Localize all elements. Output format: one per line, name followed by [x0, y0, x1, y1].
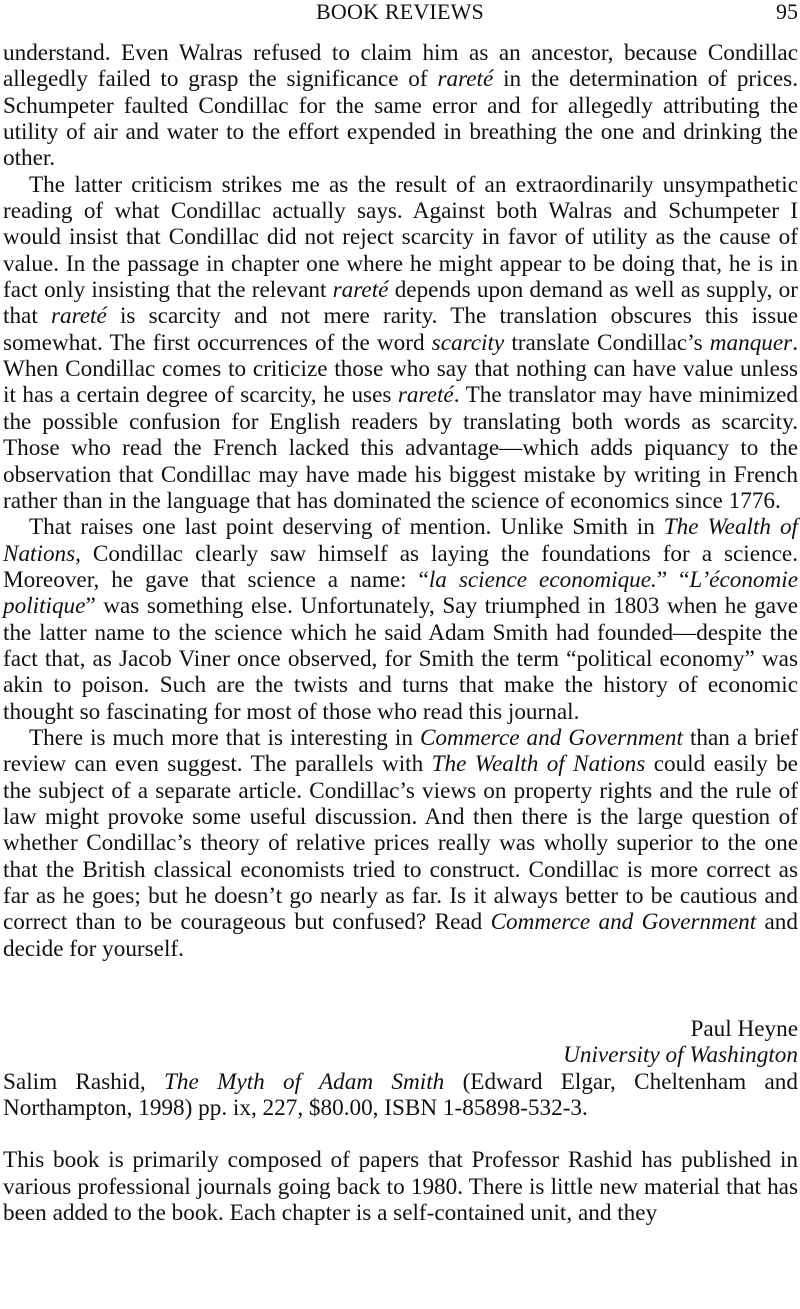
paragraph	[3, 514, 798, 725]
italic-text: rareté	[437, 66, 494, 93]
italic-text: manquer	[709, 329, 793, 356]
italic-text: Commerce and Government	[419, 724, 683, 751]
italic-text: Commerce and Government	[490, 909, 757, 936]
text: than a brief review can even suggest. The parallels with	[3, 724, 798, 778]
text: is scarcity and not mere rarity. The translation obscures this issue somewhat. The first occurrences of the word	[3, 303, 798, 356]
text: translate Condillac’s	[504, 329, 710, 356]
text: The latter criticism strikes me as the result of an extraordinarily unsympathetic reading of what Condillac actually says. Against both Walras and Schumpeter I would insist that Condillac did not reject scarcity in favor of utility as the cause of value. In the passage in chapter one where he might appear to be doing that, he is in fact only insisting that the relevant	[3, 171, 798, 304]
review-paragraphs	[3, 40, 798, 962]
running-head-title: BOOK REVIEWS	[315, 0, 484, 24]
book-citation	[3, 1069, 798, 1122]
italic-text: scarcity	[431, 329, 505, 356]
italic-text: rareté	[397, 382, 454, 409]
italic-text: The Wealth of Nations	[3, 514, 798, 567]
text: . The translator may have minimized the possible confusion for English readers by translating both words as scarcity. Those who read the French lacked this advantage—which adds piquancy to the observation that Condillac may have made his biggest mistake by writing in French rather than in the language that has dominated the science of economics since 1776.	[3, 382, 799, 514]
page-number: 95	[776, 0, 798, 24]
reviewer-affiliation: University of Washington	[563, 1042, 798, 1069]
text: That raises one last point deserving of mention. Unlike Smith in	[29, 514, 664, 541]
italic-text: rareté	[332, 277, 389, 304]
book-title: The Myth of Adam Smith	[163, 1068, 445, 1095]
page-body	[3, 40, 798, 1226]
text: ” “	[656, 566, 690, 593]
review-condillac	[3, 40, 798, 1069]
text: in the determination of prices. Schumpeter faulted Condillac for the same error and for allegedly attributing the utility of air and water to the effort expended in breathing the one and drinking the other.	[3, 66, 798, 172]
paragraph	[3, 172, 798, 514]
paragraph	[3, 725, 798, 962]
italic-text: L’économie politique	[3, 566, 799, 620]
running-head	[0, 0, 800, 26]
paragraph	[3, 1147, 798, 1226]
text: This book is primarily composed of papers that Professor Rashid has published in various professional journals going back to 1980. There is little new material that has been added to the book. Each chapter is a self-contained unit, and they	[3, 1147, 798, 1227]
review-rashid	[3, 1069, 798, 1227]
text: understand. Even Walras refused to claim him as an ancestor, because Condillac allegedly failed to grasp the significance of	[3, 40, 798, 93]
text: There is much more that is interesting in	[29, 724, 420, 751]
text: ” was something else. Unfortunately, Say triumphed in 1803 when he gave the latter name to the science which he said Adam Smith had founded—despite the fact that, as Jacob Viner once observed, for Smith the term “political economy” was akin to poison. Such are the twists and turns that make the history of economic thought so fascinating for most of those who read this journal.	[3, 593, 798, 725]
text: could easily be the subject of a separate article. Condillac’s views on property rights and the rule of law might provoke some useful discussion. And then there is the large question of whether Condillac’s theory of relative prices really was wholly superior to the one that the British classical economists tried to construct. Condillac is more correct as far as he goes; but he doesn’t go nearly as far. Is it always better to be cautious and correct than to be courageous but confused? Read	[3, 751, 798, 936]
book-publication-details: (Edward Elgar, Cheltenham and Northampton, 1998) pp. ix, 227, $80.00, ISBN 1-85898-532-3.	[3, 1068, 798, 1122]
italic-text: la science economique.	[428, 566, 657, 593]
reviewer-signature	[3, 1016, 798, 1069]
text: . When Condillac comes to criticize those who say that nothing can have value unless it has a certain degree of scarcity, he uses	[3, 329, 798, 409]
italic-text: rareté	[50, 303, 107, 330]
text: depends upon demand as well as supply, or that	[3, 277, 798, 330]
book-author: Salim Rashid,	[3, 1068, 164, 1095]
text: and decide for yourself.	[3, 909, 798, 962]
review-paragraphs	[3, 1147, 798, 1226]
reviewer-name: Paul Heyne	[690, 1016, 798, 1043]
text: , Condillac clearly saw himself as laying the foundations for a science. Moreover, he gave that science a name: “	[3, 540, 798, 593]
paragraph	[3, 40, 798, 172]
italic-text: The Wealth of Nations	[431, 751, 646, 778]
